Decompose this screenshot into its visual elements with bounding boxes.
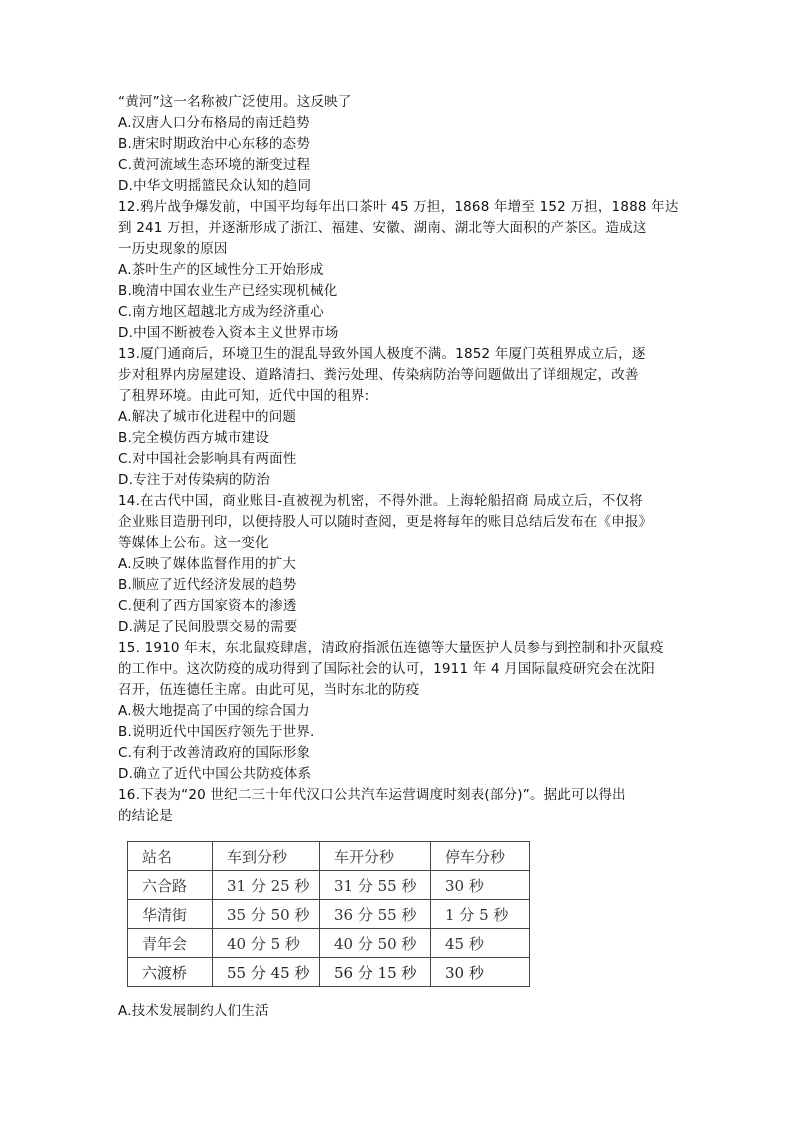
- option-a: A.技术发展制约人们生活: [118, 1003, 269, 1019]
- option-c: C.有利于改善清政府的国际形象: [118, 745, 311, 761]
- option-b: B.完全模仿西方城市建设: [118, 430, 269, 446]
- option-a: A.汉唐人口分布格局的南迁趋势: [118, 115, 310, 131]
- table-cell: 青年会: [128, 929, 213, 958]
- option-b: B.唐宋时期政治中心东移的态势: [118, 136, 311, 152]
- question-stem: “黄河”这一名称被广泛使用。这反映了: [118, 94, 352, 110]
- question-stem-line: 了租界环境。由此可知，近代中国的租界:: [118, 388, 370, 404]
- table-cell: 1 分 5 秒: [431, 900, 530, 929]
- question-stem-line: 13.厦门通商后，环境卫生的混乱导致外国人极度不满。1852 年厦门英租界成立后，逐: [118, 346, 646, 362]
- table-cell: 55 分 45 秒: [213, 958, 320, 987]
- table-cell: 31 分 55 秒: [320, 871, 431, 900]
- option-d: D.中国不断被卷入资本主义世界市场: [118, 325, 339, 341]
- option-d: D.满足了民间股票交易的需要: [118, 619, 298, 635]
- table-cell: 华清街: [128, 900, 213, 929]
- question-stem-line: 的工作中。这次防疫的成功得到了国际社会的认可，1911 年 4 月国际鼠疫研究会在沈阳: [118, 661, 655, 677]
- table-cell: 45 秒: [431, 929, 530, 958]
- option-c: C.对中国社会影响具有两面性: [118, 451, 297, 467]
- option-c: C.便利了西方国家资本的渗透: [118, 598, 297, 614]
- option-c: C.黄河流域生态环境的渐变过程: [118, 157, 311, 173]
- question-16: [118, 785, 698, 1022]
- table-row: [128, 958, 530, 987]
- question-stem-line: 步对租界内房屋建设、道路清扫、粪污处理、传染病防治等问题做出了详细规定，改善: [118, 367, 639, 383]
- option-b: B.晚清中国农业生产已经实现机械化: [118, 283, 338, 299]
- table-cell: 35 分 50 秒: [213, 900, 320, 929]
- table-cell: 36 分 55 秒: [320, 900, 431, 929]
- option-a: A.茶叶生产的区域性分工开始形成: [118, 262, 324, 278]
- question-stem-line: 企业账目造册刊印，以便持股人可以随时查阅，更是将每年的账目总结后发布在《申报》: [118, 514, 653, 530]
- table-header-cell: 站名: [128, 842, 213, 871]
- option-a: A.反映了媒体监督作用的扩大: [118, 556, 297, 572]
- option-a: A.解决了城市化进程中的问题: [118, 409, 297, 425]
- question-stem-line: 到 241 万担，并逐渐形成了浙江、福建、安徽、湖南、湖北等大面积的产茶区。造成这: [118, 220, 647, 236]
- option-c: C.南方地区超越北方成为经济重心: [118, 304, 324, 320]
- table-header-cell: 停车分秒: [431, 842, 530, 871]
- bus-timetable-image: [127, 841, 698, 987]
- option-b: B.说明近代中国医疗领先于世界.: [118, 724, 315, 740]
- question-stem-line: 等媒体上公布。这一变化: [118, 535, 269, 551]
- exam-page: [118, 92, 698, 1022]
- table-header-cell: 车到分秒: [213, 842, 320, 871]
- table-row: [128, 900, 530, 929]
- question-stem-line: 一历史现象的原因: [118, 241, 228, 257]
- option-d: D.专注于对传染病的防治: [118, 472, 271, 488]
- question-11-continuation: [118, 92, 698, 197]
- question-stem-line: 15. 1910 年末，东北鼠疫肆虐，清政府指派伍连德等大量医护人员参与到控制和扑灭鼠疫: [118, 640, 664, 656]
- question-14: [118, 491, 698, 638]
- question-stem-line: 召开，伍连德任主席。由此可见，当时东北的防疫: [118, 682, 420, 698]
- question-15: [118, 638, 698, 785]
- question-stem-line: 的结论是: [118, 808, 173, 824]
- table-row: [128, 871, 530, 900]
- table-cell: 30 秒: [431, 958, 530, 987]
- question-stem-line: 14.在古代中国，商业账目-直被视为机密，不得外泄。上海轮船招商 局成立后，不仅将: [118, 493, 643, 509]
- table-header-row: [128, 842, 530, 871]
- table-cell: 31 分 25 秒: [213, 871, 320, 900]
- question-stem-line: 12.鸦片战争爆发前，中国平均每年出口茶叶 45 万担，1868 年增至 152 万担，1888 年达: [118, 199, 679, 215]
- option-b: B.顺应了近代经济发展的趋势: [118, 577, 297, 593]
- bus-timetable: [127, 841, 530, 987]
- option-a: A.极大地提高了中国的综合国力: [118, 703, 310, 719]
- option-d: D.中华文明摇篮民众认知的趋同: [118, 178, 312, 194]
- table-cell: 40 分 5 秒: [213, 929, 320, 958]
- question-stem-line: 16.下表为“20 世纪二三十年代汉口公共汽车运营调度时刻表(部分)”。据此可以得出: [118, 787, 626, 803]
- table-cell: 56 分 15 秒: [320, 958, 431, 987]
- table-cell: 30 秒: [431, 871, 530, 900]
- table-cell: 40 分 50 秒: [320, 929, 431, 958]
- table-cell: 六渡桥: [128, 958, 213, 987]
- question-13: [118, 344, 698, 491]
- option-d: D.确立了近代中国公共防疫体系: [118, 766, 312, 782]
- table-cell: 六合路: [128, 871, 213, 900]
- question-12: [118, 197, 698, 344]
- table-header-cell: 车开分秒: [320, 842, 431, 871]
- table-row: [128, 929, 530, 958]
